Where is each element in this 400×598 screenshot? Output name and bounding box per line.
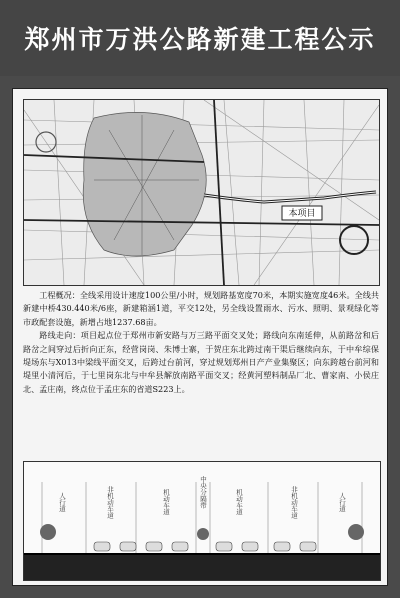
notice-text	[23, 289, 379, 396]
section-label-2: 机动车道	[162, 489, 170, 515]
section-label-4: 机动车道	[235, 489, 243, 515]
section-label-1: 非机动车道	[106, 485, 114, 519]
section-label-6: 人行道	[338, 492, 346, 512]
map-graphic	[24, 100, 379, 285]
section-label-0: 人行道	[58, 492, 66, 512]
route-map	[23, 99, 380, 286]
header-banner	[0, 0, 400, 76]
cross-section-graphic	[24, 462, 380, 580]
road-cross-section	[23, 461, 381, 581]
section-label-5: 非机动车道	[290, 485, 298, 519]
section-label-3: 中央分隔带	[199, 475, 207, 509]
notice-panel	[12, 88, 388, 586]
route-paragraph: 路线走向：项目起点位于郑州市新安路与万三路平面交叉处；路线向东南延伸，从前路岔和后路岔之间穿过后折向正东，经营岗岗、朱博士寨，于贺庄东北跨过南干渠后继续向东，于中牟综保堤场东与X013中梁线平面交叉，后跨过台前河，穿过规划郑州日产产业集聚区；向东跨越台前河和堤里小清河后，于七里岗东北与中牟县解放南路平面交叉；经黄河塑料制品厂北、曹家南、小侯庄北、孟庄南，终点位于孟庄东的省道S223上。	[23, 330, 379, 394]
page-title: 郑州市万洪公路新建工程公示	[24, 25, 376, 54]
project-label: 本项目	[288, 209, 316, 219]
overview-paragraph: 工程概况：全线采用设计速度100公里/小时，规划路基宽度70米，本期实施宽度46米。全线共新建中桥430.440米/6座，新建箱涵1道，平交12处，另全线设置雨水、污水、照明、景观绿化等市政配套设施，新增占地1237.68亩。	[23, 290, 379, 327]
